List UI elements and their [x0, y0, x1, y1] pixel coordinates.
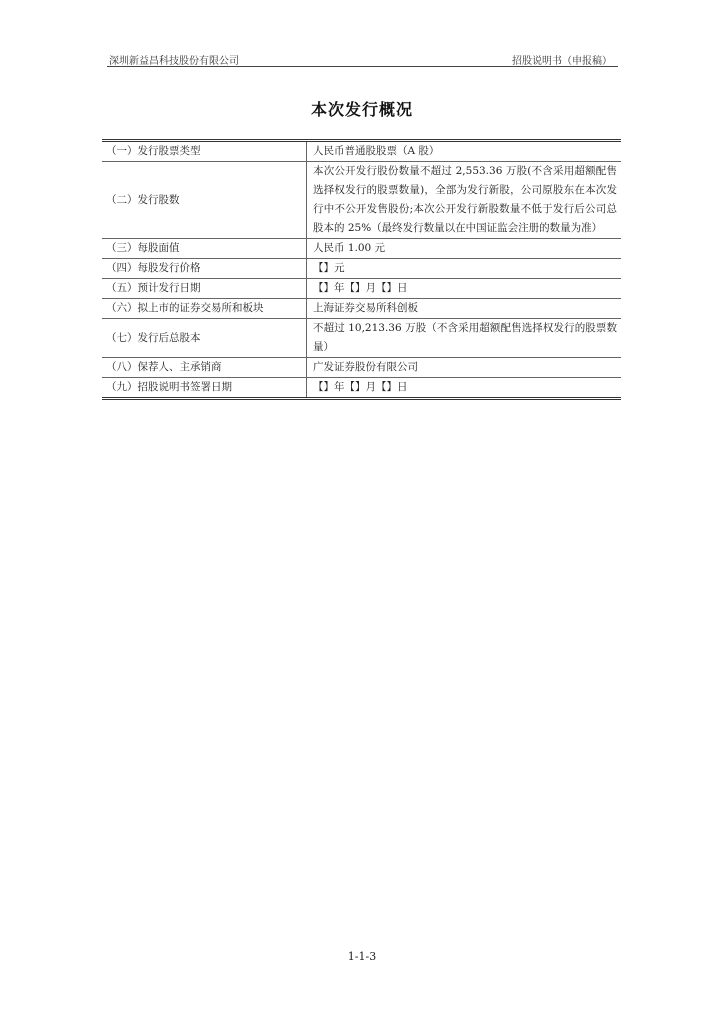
table-row [102, 299, 621, 319]
row-label: （六）拟上市的证券交易所和板块 [102, 299, 307, 319]
row-label: （九）招股说明书签署日期 [102, 378, 307, 398]
row-value: 上海证券交易所科创板 [307, 299, 622, 319]
row-label: （五）预计发行日期 [102, 279, 307, 299]
table-row [102, 142, 621, 162]
table-row [102, 259, 621, 279]
row-value: 【】年【】月【】日 [307, 378, 622, 398]
row-value: 本次公开发行股份数量不超过 2,553.36 万股(不含采用超额配售选择权发行的股票数量)，全部为发行新股，公司原股东在本次发行中不公开发售股份;本次公开发行新股数量不低于发行后公司总股本的 25%（最终发行数量以在中国证监会注册的数量为准） [307, 162, 622, 239]
header-company-name: 深圳新益昌科技股份有限公司 [109, 56, 239, 67]
page-header [107, 50, 618, 67]
row-label: （三）每股面值 [102, 239, 307, 259]
page-title: 本次发行概况 [310, 100, 413, 119]
row-label: （二）发行股数 [102, 162, 307, 239]
row-label: （一）发行股票类型 [102, 142, 307, 162]
page-number: 1-1-3 [347, 950, 377, 963]
row-value: 人民币 1.00 元 [307, 239, 622, 259]
row-value: 人民币普通股股票（A 股） [313, 145, 440, 157]
row-label: （八）保荐人、主承销商 [102, 358, 307, 378]
table-row [102, 319, 621, 358]
table-row [102, 358, 621, 378]
header-document-type: 招股说明书（申报稿） [512, 56, 612, 67]
row-label: （七）发行后总股本 [102, 319, 307, 358]
table-row [102, 378, 621, 398]
row-value: 【】年【】月【】日 [307, 279, 622, 299]
table-row [102, 239, 621, 259]
table-row [102, 162, 621, 239]
row-label: （四）每股发行价格 [102, 259, 307, 279]
row-value: 不超过 10,213.36 万股（不含采用超额配售选择权发行的股票数量） [307, 319, 622, 358]
table-row [102, 279, 621, 299]
offering-overview-table [102, 139, 621, 400]
row-value: 广发证券股份有限公司 [307, 358, 622, 378]
row-value: 【】元 [307, 259, 622, 279]
